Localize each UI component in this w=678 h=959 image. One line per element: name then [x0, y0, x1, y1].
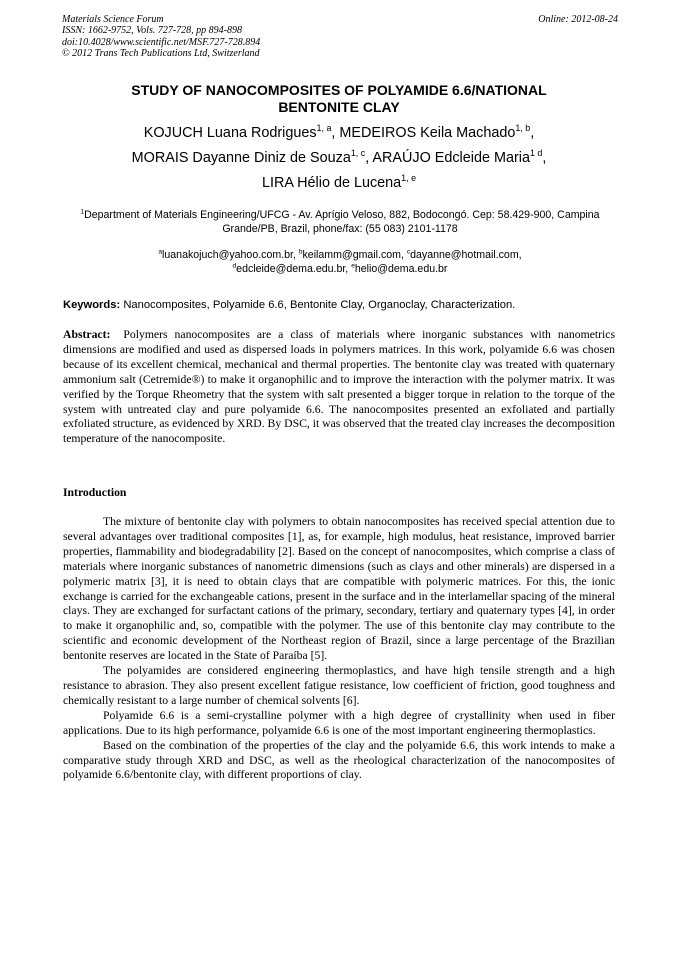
online-date: Online: 2012-08-24: [538, 14, 618, 25]
author-sep: ,: [365, 150, 373, 166]
email-sep: ,: [345, 262, 352, 275]
email-sep: ,: [400, 249, 407, 261]
author-affil-sup: 1, e: [401, 173, 417, 184]
author-name: MEDEIROS Keila Machado: [339, 125, 516, 141]
keywords-label: Keywords:: [63, 299, 121, 311]
author-affil-sup: 1, b: [515, 123, 531, 134]
affiliation: [64, 208, 616, 237]
email-sep: ,: [292, 249, 299, 261]
author-name: LIRA Hélio de Lucena: [261, 175, 402, 191]
paper-title: [80, 82, 598, 116]
journal-name: Materials Science Forum: [62, 14, 164, 25]
abstract-text: Polymers nanocomposites are a class of materials where inorganic substances with nanometrics dimensions are modified and used as dispersed loads in polymers matrices. In this work, polyamide 6.6 was chosen because of its excellent chemical, mechanical and thermal properties. The bentonite clay was treated with quaternary ammonium salt (Cetremide®) to make it organophilic and to improve the interaction with the polymer matrix. It was verified by the Torque Rheometry that the system with salt presented a bigger torque in relation to the torque of the system with untreated clay and pure polyamide 6.6. The nanocomposites presented an exfoliated and partially exfoliated structure, as evidenced by XRD. By DSC, it was observed that the treated clay increases the decomposition temperature of the nanocomposite.: [63, 328, 615, 446]
keywords: [63, 298, 615, 312]
title-line-2: BENTONITE CLAY: [278, 99, 400, 115]
intro-paragraph: The mixture of bentonite clay with polymers to obtain nanocomposites has received special attention due to several advantages over traditional composites [1], as, for example, high modulus, heat resistance, improved barrier properties, flammability and biodegradability [2]. Based on the concept of nanocomposites, which comprise a class of materials where inorganic substances of nanometric dimensions (such as clays and other minerals) are dispersed in a polymeric matrix [3], it is need to obtain clays that are compatible with polymeric matrices. For this, the ionic exchange is carried for the exchangeable cations, present in the surface and in the interlamellar spacing of the mineral clays. They are exchanged for surfactant cations of the primary, secondary, tertiary and quaternary types [4], in order to make it organophilic and, so, compatible with the polymer. The use of this bentonite clay may contribute to the scientific and economic development of the Northeast region of Brazil, since a large percentage of the Brazilian bentonite reserves are located in the State of Paraíba [5].: [63, 515, 615, 663]
author-affil-sup: 1, a: [316, 123, 332, 134]
email-link[interactable]: helio@dema.edu.br: [354, 262, 448, 275]
issn-line: ISSN: 1662-9752, Vols. 727-728, pp 894-898: [62, 25, 242, 37]
author-line-3: [70, 171, 608, 196]
intro-paragraph: Polyamide 6.6 is a semi-crystalline polymer with a high degree of crystallinity when used in fiber applications. Due to its high performance, polyamide 6.6 is one of the most important engineering thermoplastics.: [63, 708, 615, 737]
doi-line[interactable]: doi:10.4028/www.scientific.net/MSF.727-728.894: [62, 36, 261, 48]
abstract-label: Abstract:: [63, 328, 111, 341]
author-name: KOJUCH Luana Rodrigues: [143, 125, 317, 141]
email-sup: d: [232, 261, 237, 269]
author-affil-sup: 1 d: [529, 148, 543, 159]
author-sep: ,: [331, 125, 340, 141]
copyright-line: © 2012 Trans Tech Publications Ltd, Switzerland: [62, 47, 260, 59]
affiliation-text: Department of Materials Engineering/UFCG - Av. Aprígio Veloso, 882, Bodocongó. Cep: 58.429-900, Campina Grande/PB, Brazil, phone/fax: (55 083) 2101-1178: [84, 209, 600, 236]
affiliation-sup: 1: [80, 208, 85, 216]
author-list: [70, 121, 608, 196]
email-link[interactable]: edcleide@dema.edu.br: [236, 262, 346, 275]
author-sep: ,: [542, 150, 547, 166]
keywords-text: Nanocomposites, Polyamide 6.6, Bentonite Clay, Organoclay, Characterization.: [123, 299, 516, 311]
email-list: [64, 249, 616, 276]
title-line-1: STUDY OF NANOCOMPOSITES OF POLYAMIDE 6.6/NATIONAL: [131, 82, 547, 98]
email-sup: b: [298, 248, 303, 256]
introduction-body: [63, 515, 615, 783]
intro-paragraph: The polyamides are considered engineering thermoplastics, and have high tensile strength and a high resistance to abrasion. They also present excellent fatigue resistance, low coefficient of friction, good toughness and chemically resistant to a large number of chemical solvents [6].: [63, 664, 615, 707]
author-name: MORAIS Dayanne Diniz de Souza: [131, 150, 351, 166]
author-sep: ,: [530, 125, 535, 141]
email-link[interactable]: luanakojuch@yahoo.com.br: [162, 249, 293, 261]
author-name: ARAÚJO Edcleide Maria: [372, 150, 530, 166]
section-heading-introduction: Introduction: [63, 486, 127, 499]
email-sep: ,: [518, 249, 522, 261]
email-sup: a: [158, 248, 163, 256]
email-sup: c: [406, 248, 411, 256]
email-link[interactable]: keilamm@gmail.com: [302, 249, 401, 261]
journal-header: [62, 14, 618, 59]
author-line-1: [70, 121, 608, 146]
intro-paragraph: Based on the combination of the properties of the clay and the polyamide 6.6, this work intends to make a comparative study through XRD and DSC, as well as the rheological characterization of the nanocomposites of polyamide 6.6/bentonite clay, with different proportions of clay.: [63, 738, 615, 782]
email-sup: e: [351, 261, 355, 269]
email-link[interactable]: dayanne@hotmail.com: [410, 249, 519, 261]
abstract: [63, 328, 615, 447]
author-line-2: [70, 146, 608, 171]
author-affil-sup: 1, c: [350, 148, 366, 159]
